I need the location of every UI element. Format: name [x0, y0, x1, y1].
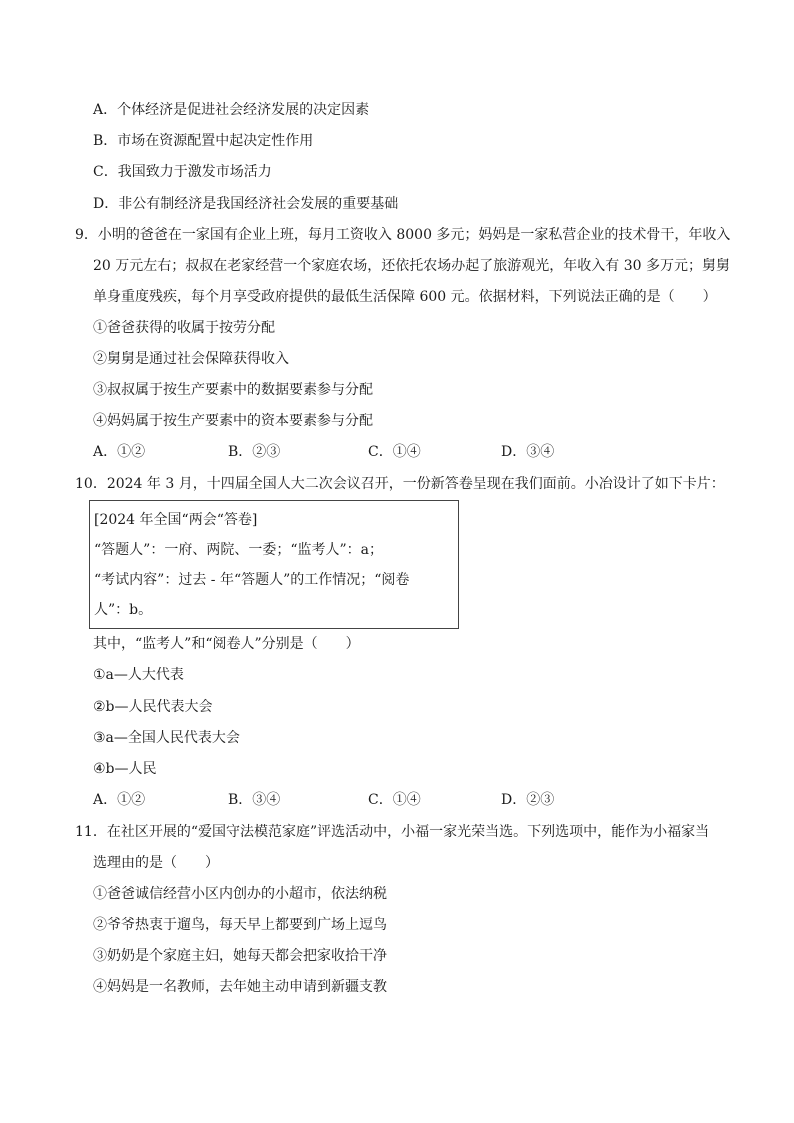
q9-item-4: ④妈妈属于按生产要素中的资本要素参与分配: [93, 413, 373, 429]
q10-choice-d: D．②③: [501, 792, 555, 808]
q10-item-3: ③a—全国人民代表大会: [93, 730, 240, 746]
q11-stem-line-1: 11．在社区开展的“爱国守法模范家庭”评选活动中，小福一家光荣当选。下列选项中，能作为小福家当: [75, 824, 710, 840]
q10-choice-c: C．①④: [368, 792, 421, 808]
q10-card-line-3: “考试内容”：过去 - 年“答题人”的工作情况；“阅卷: [94, 572, 410, 588]
q9-stem-line-2: 20 万元左右；叔叔在老家经营一个家庭农场，还依托农场办起了旅游观光，年收入有 30 多万元；舅舅: [93, 258, 730, 274]
q11-item-2: ②爷爷热衷于遛鸟，每天早上都要到广场上逗鸟: [93, 917, 387, 933]
q10-choices: [93, 790, 713, 810]
q8-option-d: D．非公有制经济是我国经济社会发展的重要基础: [93, 196, 399, 212]
q10-item-1: ①a—人大代表: [93, 667, 184, 683]
q9-choice-b: B．②③: [228, 444, 281, 460]
q9-item-1: ①爸爸获得的收属于按劳分配: [93, 320, 275, 336]
q9-stem-line-1: 9．小明的爸爸在一家国有企业上班，每月工资收入 8000 多元；妈妈是一家私营企业的技术骨干，年收入: [75, 227, 731, 243]
q10-item-4: ④b—人民: [93, 761, 157, 777]
q9-choice-c: C．①④: [368, 444, 421, 460]
q10-choice-a: A．①②: [93, 792, 146, 808]
q11-stem-line-2: 选理由的是（ ）: [93, 855, 219, 871]
q8-option-a: A．个体经济是促进社会经济发展的决定因素: [93, 102, 370, 118]
q9-stem-line-3: 单身重度残疾，每个月享受政府提供的最低生活保障 600 元。依据材料，下列说法正确的是（ ）: [93, 289, 717, 305]
q9-choice-a: A．①②: [93, 444, 146, 460]
q11-item-4: ④妈妈是一名教师，去年她主动申请到新疆支教: [93, 979, 387, 995]
q10-choice-b: B．③④: [228, 792, 281, 808]
q10-card-line-4: 人”：b。: [94, 602, 153, 618]
q10-card: [89, 500, 459, 629]
q8-option-c: C．我国致力于激发市场活力: [93, 164, 272, 180]
q11-item-1: ①爸爸诚信经营小区内创办的小超市，依法纳税: [93, 886, 387, 902]
q11-item-3: ③奶奶是个家庭主妇，她每天都会把家收拾干净: [93, 948, 387, 964]
q8-option-b: B．市场在资源配置中起决定性作用: [93, 133, 314, 149]
q10-stem: 10．2024 年 3 月，十四届全国人大二次会议召开，一份新答卷呈现在我们面前。小冶设计了如下卡片：: [75, 476, 725, 492]
q9-choices: [93, 442, 713, 462]
q10-question: 其中，“监考人”和“阅卷人”分别是（ ）: [93, 636, 360, 652]
q9-item-3: ③叔叔属于按生产要素中的数据要素参与分配: [93, 382, 373, 398]
q9-choice-d: D．③④: [501, 444, 555, 460]
q9-item-2: ②舅舅是通过社会保障获得收入: [93, 351, 289, 367]
q10-card-line-1: [2024 年全国“两会“答卷]: [94, 512, 258, 528]
q10-card-line-2: “答题人”：一府、两院、一委；“监考人”：a；: [94, 542, 383, 558]
q10-item-2: ②b—人民代表大会: [93, 699, 213, 715]
